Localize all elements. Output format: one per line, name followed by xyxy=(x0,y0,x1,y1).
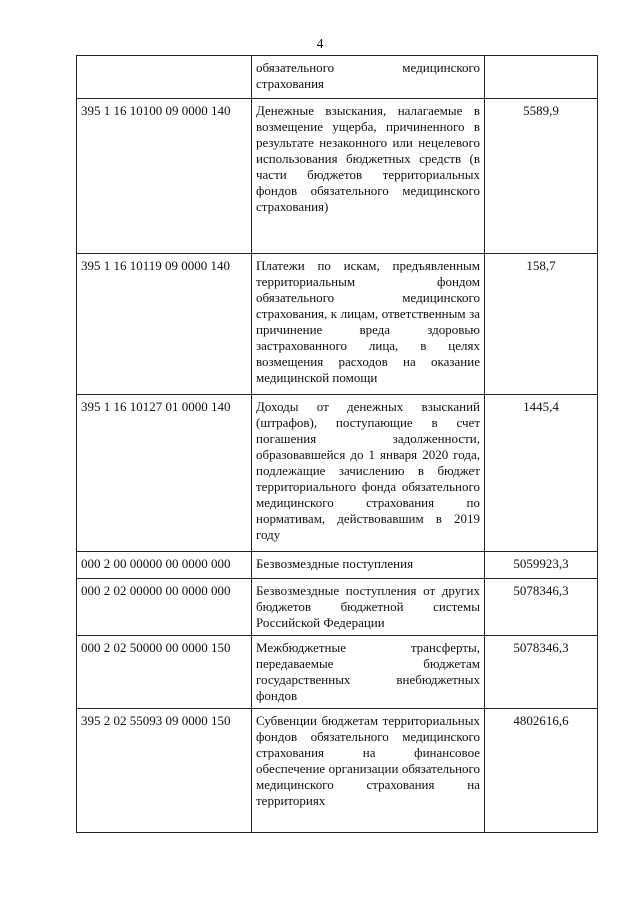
revenue-code: 395 1 16 10100 09 0000 140 xyxy=(77,99,252,254)
revenue-description: Безвозмездные поступления от других бюджетов бюджетной системы Российской Федерации xyxy=(252,579,485,636)
revenue-description: Безвозмездные поступления xyxy=(252,552,485,579)
table-row xyxy=(77,709,598,833)
revenue-code: 000 2 00 00000 00 0000 000 xyxy=(77,552,252,579)
table-row xyxy=(77,579,598,636)
revenue-code xyxy=(77,56,252,99)
revenue-amount: 5078346,3 xyxy=(485,636,598,709)
revenue-amount: 158,7 xyxy=(485,254,598,395)
revenue-code: 395 2 02 55093 09 0000 150 xyxy=(77,709,252,833)
revenue-amount: 5078346,3 xyxy=(485,579,598,636)
revenue-code: 000 2 02 00000 00 0000 000 xyxy=(77,579,252,636)
revenue-amount: 5059923,3 xyxy=(485,552,598,579)
revenue-amount: 5589,9 xyxy=(485,99,598,254)
revenue-code: 395 1 16 10127 01 0000 140 xyxy=(77,395,252,552)
table-row xyxy=(77,636,598,709)
table-row xyxy=(77,99,598,254)
revenue-amount xyxy=(485,56,598,99)
table-row xyxy=(77,56,598,99)
revenue-code: 395 1 16 10119 09 0000 140 xyxy=(77,254,252,395)
page-number: 4 xyxy=(316,37,324,52)
table-row xyxy=(77,254,598,395)
revenue-description: Денежные взыскания, налагаемые в возмещение ущерба, причиненного в результате незаконного или нецелевого использования бюджетных средств (в части бюджетов территориальных фондов обязательного медицинского страхования) xyxy=(252,99,485,254)
revenue-description: обязательного медицинского страхования xyxy=(252,56,485,99)
revenue-description: Доходы от денежных взысканий (штрафов), поступающие в счет погашения задолженности, образовавшейся до 1 января 2020 года, подлежащие зачислению в бюджет территориального фонда обязательного медицинского страхования по нормативам, действовавшим в 2019 году xyxy=(252,395,485,552)
budget-revenue-table xyxy=(76,55,598,833)
revenue-amount: 1445,4 xyxy=(485,395,598,552)
revenue-description: Субвенции бюджетам территориальных фондов обязательного медицинского страхования на финансовое обеспечение организации обязательного медицинского страхования на территориях xyxy=(252,709,485,833)
table-row xyxy=(77,395,598,552)
revenue-description: Межбюджетные трансферты, передаваемые бюджетам государственных внебюджетных фондов xyxy=(252,636,485,709)
table-row xyxy=(77,552,598,579)
revenue-code: 000 2 02 50000 00 0000 150 xyxy=(77,636,252,709)
revenue-description: Платежи по искам, предъявленным территориальным фондом обязательного медицинского страхования, к лицам, ответственным за причинение вреда здоровью застрахованного лица, в целях возмещения расходов на оказание медицинской помощи xyxy=(252,254,485,395)
revenue-amount: 4802616,6 xyxy=(485,709,598,833)
